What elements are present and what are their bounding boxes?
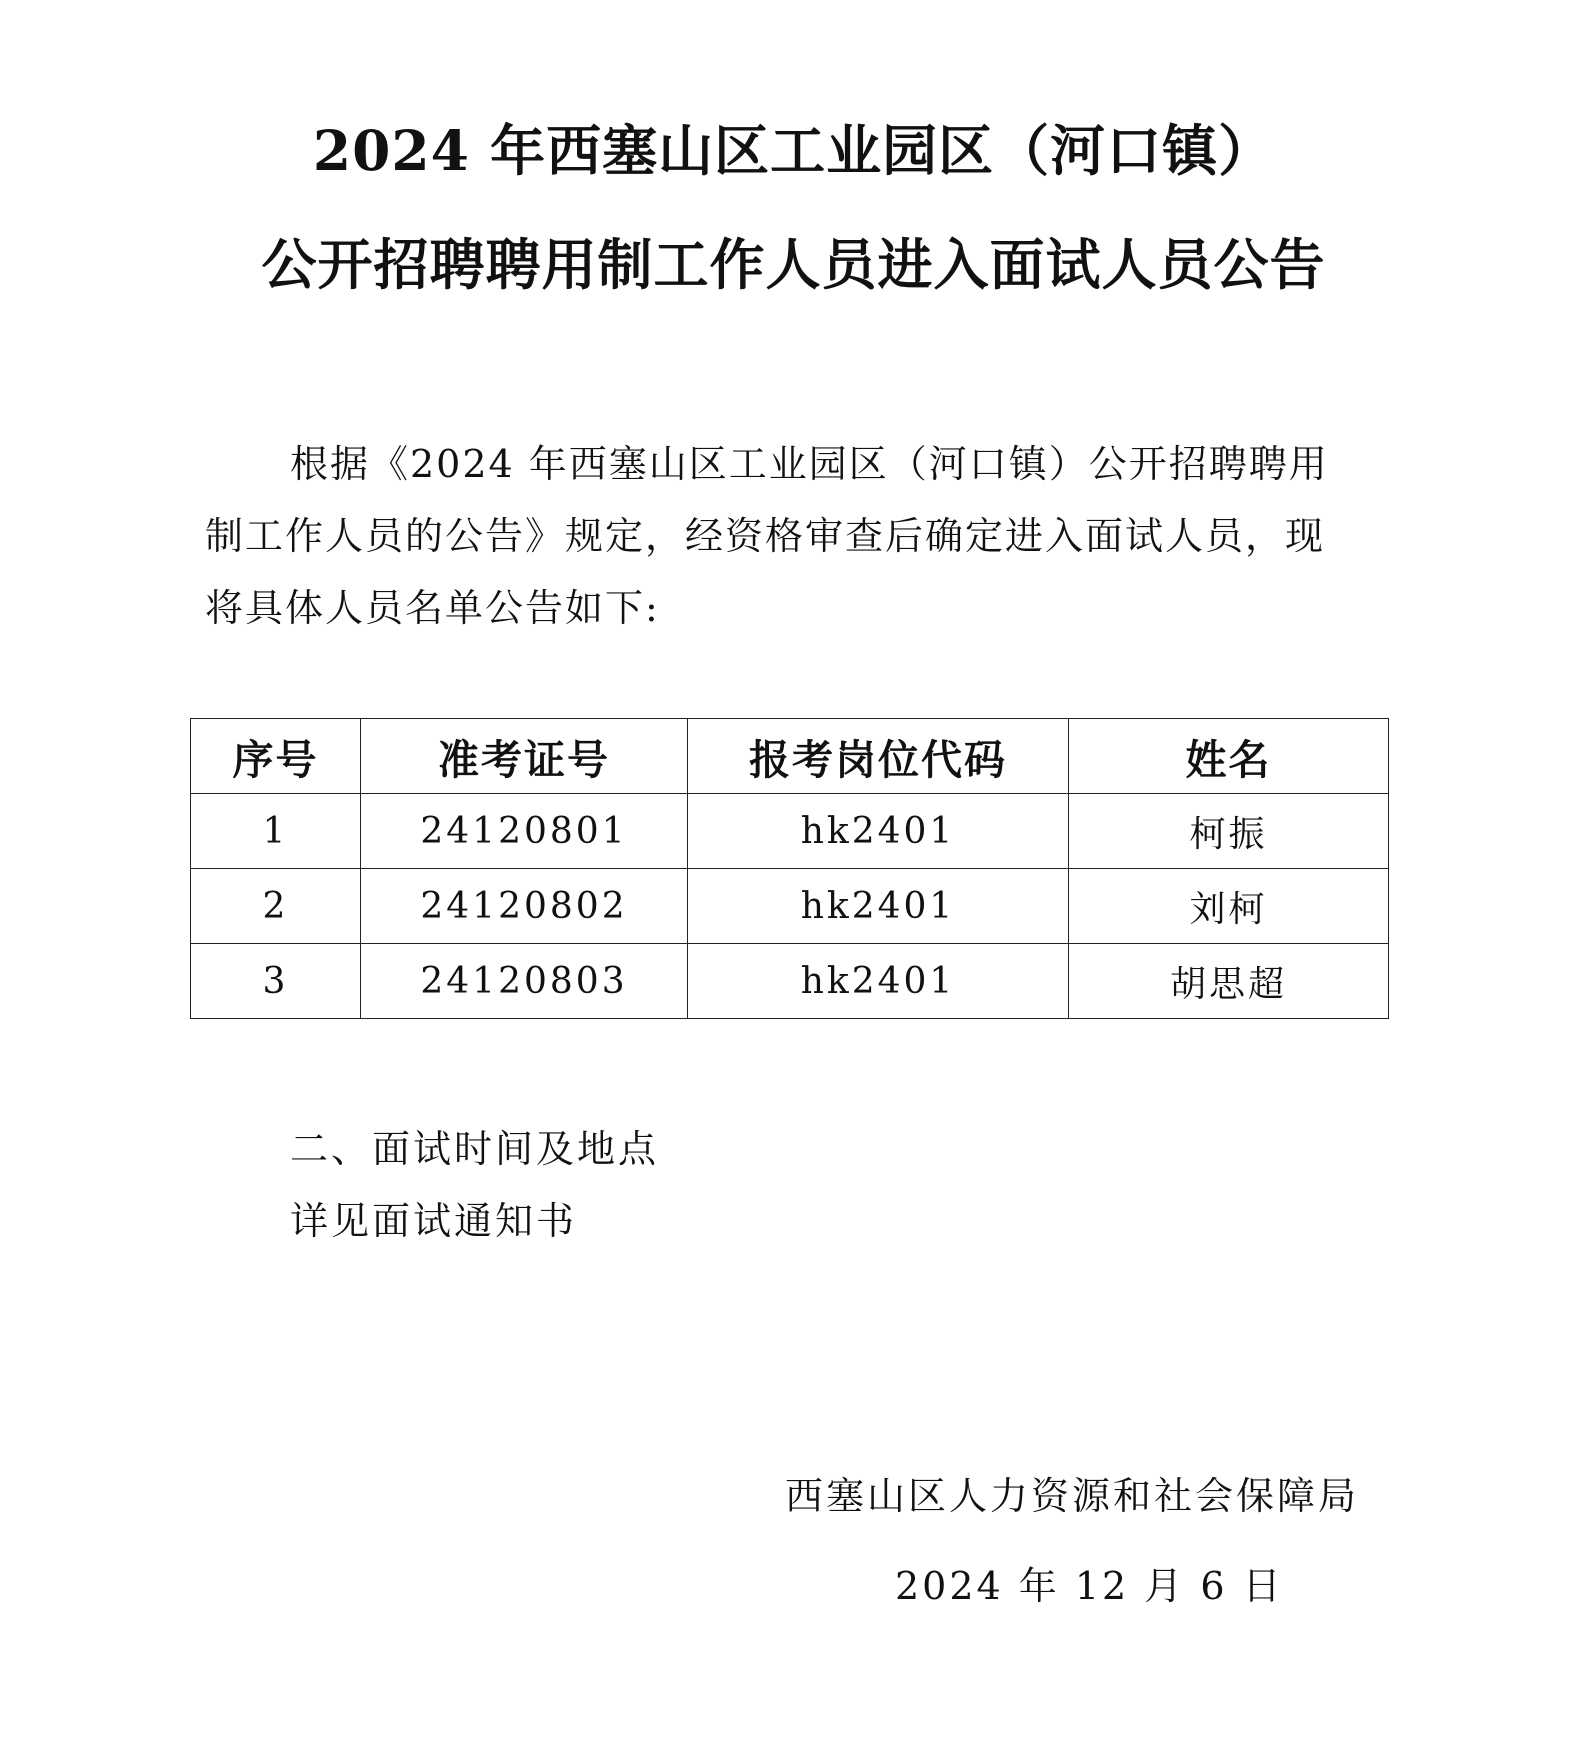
cell-admission-ticket-number: 24120801 <box>361 794 688 869</box>
table-row <box>191 944 1389 1019</box>
cell-position-code: hk2401 <box>688 794 1069 869</box>
intro-paragraph <box>205 428 1385 644</box>
section-heading-interview-time-location: 二、面试时间及地点 <box>290 1127 660 1171</box>
header-name: 姓名 <box>1069 719 1389 794</box>
table-header-row <box>191 719 1389 794</box>
cell-serial-number: 3 <box>191 944 361 1019</box>
intro-line: 根据《2024 年西塞山区工业园区（河口镇）公开招聘聘用 <box>290 442 1329 486</box>
table-row <box>191 869 1389 944</box>
cell-position-code: hk2401 <box>688 869 1069 944</box>
notice-title-line-2: 公开招聘聘用制工作人员进入面试人员公告 <box>261 232 1326 297</box>
issue-date: 2024 年 12 月 6 日 <box>895 1564 1284 1608</box>
intro-line: 将具体人员名单公告如下: <box>205 586 660 630</box>
cell-serial-number: 1 <box>191 794 361 869</box>
header-serial-number: 序号 <box>191 719 361 794</box>
notice-title-line-1: 2024 年西塞山区工业园区（河口镇） <box>312 118 1275 183</box>
header-admission-ticket-number: 准考证号 <box>361 719 688 794</box>
table-row <box>191 794 1389 869</box>
cell-name: 胡思超 <box>1069 944 1389 1019</box>
cell-admission-ticket-number: 24120803 <box>361 944 688 1019</box>
cell-position-code: hk2401 <box>688 944 1069 1019</box>
section-body-see-interview-notice: 详见面试通知书 <box>290 1199 578 1243</box>
intro-line: 制工作人员的公告》规定，经资格审查后确定进入面试人员，现 <box>205 514 1326 558</box>
header-position-code: 报考岗位代码 <box>688 719 1069 794</box>
cell-name: 刘柯 <box>1069 869 1389 944</box>
issuing-authority: 西塞山区人力资源和社会保障局 <box>785 1474 1360 1518</box>
cell-admission-ticket-number: 24120802 <box>361 869 688 944</box>
cell-serial-number: 2 <box>191 869 361 944</box>
cell-name: 柯振 <box>1069 794 1389 869</box>
interview-candidates-table <box>190 718 1389 1019</box>
